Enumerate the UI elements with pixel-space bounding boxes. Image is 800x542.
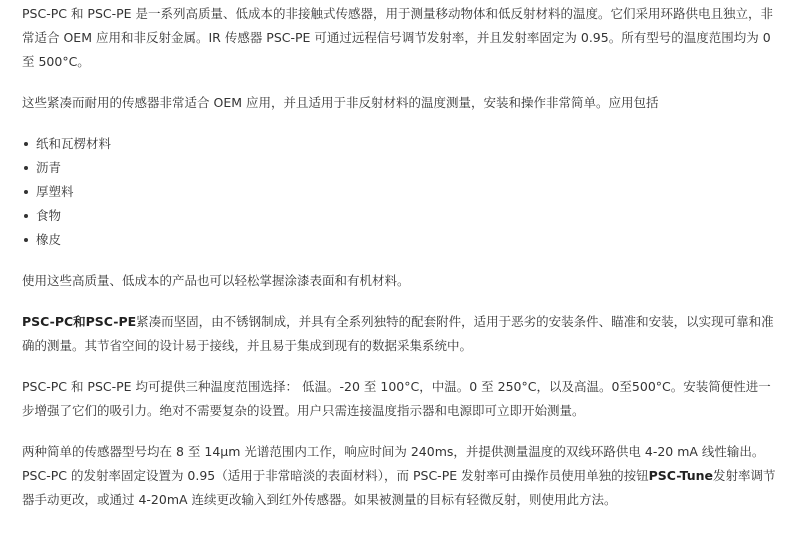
surfaces-paragraph: 使用这些高质量、低成本的产品也可以轻松掌握涂漆表面和有机材料。	[22, 273, 410, 288]
construction-paragraph	[22, 310, 778, 358]
applications-intro: 这些紧凑而耐用的传感器非常适合 OEM 应用，并且适用于非反射材料的温度测量，安装和操作非常简单。应用包括	[22, 95, 659, 110]
intro-paragraph: PSC-PC 和 PSC-PE 是一系列高质量、低成本的非接触式传感器，用于测量移动物体和低反射材料的温度。它们采用环路供电且独立，非常适合 OEM 应用和非反射金属。IR 传感器 PSC-PE 可通过远程信号调节发射率，并且发射率固定为 0.95。所有型号的温度范围均为 0 至 500°C。	[22, 6, 774, 69]
specs-text-a: 两种简单的传感器型号均在 8 至 14μm 光谱范围内工作，响应时间为 240ms，并提供测量温度的双线环路供电 4-20 mA 线性输出。PSC-PC 的发射率固定设置为 0.95（适用于非常暗淡的表面材料），而 PSC-PE 发射率可由操作员使用单独的按钮	[22, 444, 765, 483]
temperature-range-paragraph: PSC-PC 和 PSC-PE 均可提供三种温度范围选择： 低温。-20 至 100°C，中温。0 至 250°C，以及高温。0至500°C。安装简便性进一步增强了它们的吸引力。绝对不需要复杂的设置。用户只需连接温度指示器和电源即可立即开始测量。	[22, 379, 771, 418]
list-item: 厚塑料	[36, 180, 778, 204]
applications-list	[22, 132, 778, 252]
list-item: 橡皮	[36, 228, 778, 252]
tune-name-bold: PSC-Tune	[648, 468, 714, 483]
construction-text: 紧凑而坚固，由不锈钢制成，并具有全系列独特的配套附件，适用于恶劣的安装条件、瞄准和安装，以实现可靠和准确的测量。其节省空间的设计易于接线，并且易于集成到现有的数据采集系统中。	[22, 314, 774, 353]
list-item: 纸和瓦楞材料	[36, 132, 778, 156]
specs-text-b: 发射率调节器手动更改，或通过 4-20mA 连续更改输入到红外传感器。如果被测量的目标有轻微反射，则使用此方法。	[22, 468, 776, 507]
list-item: 食物	[36, 204, 778, 228]
model-names-bold: PSC-PC和PSC-PE	[22, 314, 137, 329]
list-item: 沥青	[36, 156, 778, 180]
specs-paragraph	[22, 440, 778, 512]
